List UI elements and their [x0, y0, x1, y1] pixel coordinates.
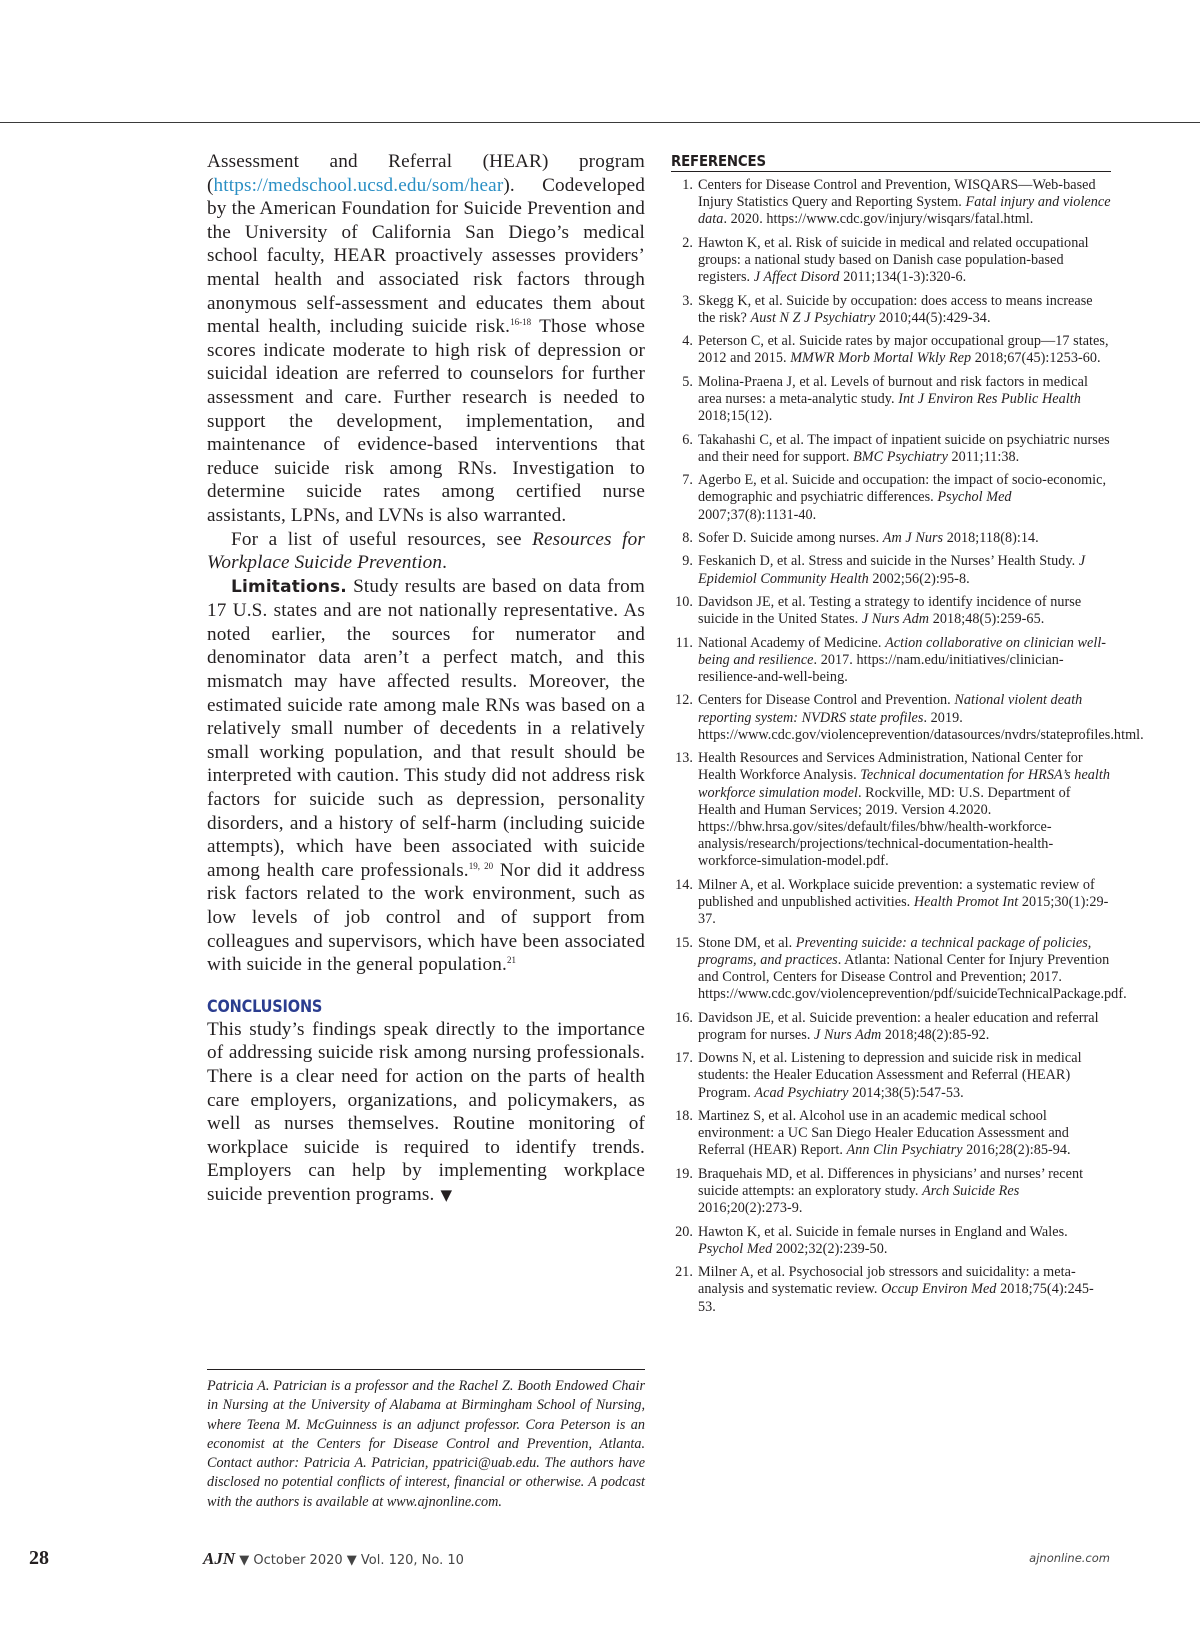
reference-source: MMWR Morb Mortal Wkly Rep	[790, 350, 972, 367]
reference-number: 2.	[682, 234, 693, 251]
reference-source: J Epidemiol Community Health	[698, 553, 1086, 587]
reference-number: 10.	[675, 593, 693, 610]
reference-item	[671, 1264, 1111, 1316]
paragraph-text: ). Codeveloped by the American Foundation for Suicide Prevention and the University of California San Diego’s medical school faculty, HEAR proactively assesses providers’ mental health and associated risk factors through anonymous self-assessment and educates them about mental health, including suicide risk.	[207, 174, 645, 338]
reference-details: . 2020. https://www.cdc.gov/injury/wisqars/fatal.html.	[723, 211, 1034, 228]
body-column	[207, 150, 645, 1208]
reference-source: Int J Environ Res Public Health	[898, 390, 1081, 407]
reference-text: Takahashi C, et al. The impact of inpatient suicide on psychiatric nurses and their need for support.	[698, 431, 1110, 465]
reference-text: National Academy of Medicine.	[698, 634, 886, 651]
reference-item	[671, 374, 1111, 426]
references-column	[671, 152, 1144, 1322]
reference-text: Centers for Disease Control and Prevention.	[698, 692, 955, 709]
reference-item	[671, 594, 1111, 628]
reference-source: Action collaborative on clinician well-being and resilience	[698, 634, 1107, 668]
reference-source: Preventing suicide: a technical package of policies, programs, and practices	[698, 934, 1092, 968]
reference-text: Hawton K, et al. Suicide in female nurses in England and Wales.	[698, 1223, 1068, 1240]
journal-info	[203, 1549, 464, 1569]
reference-details: . 2019. https://www.cdc.gov/violenceprevention/datasources/nvdrs/stateprofiles.html.	[698, 709, 1144, 743]
citation-superscript: 21	[507, 955, 516, 966]
reference-details: 2014;38(5):547-53.	[848, 1084, 964, 1101]
reference-text: Molina-Praena J, et al. Levels of burnout and risk factors in medical area nurses: a meta-analytic study.	[698, 373, 1088, 407]
reference-item	[671, 333, 1111, 367]
reference-details: . Atlanta: National Center for Injury Prevention and Control, Centers for Disease Control and Prevention; 2017. https://www.cdc.gov/violenceprevention/pdf/suicideTechnicalPackage.pdf.	[698, 951, 1127, 1003]
page-footer	[0, 1547, 1200, 1571]
reference-number: 20.	[675, 1223, 693, 1240]
reference-item	[671, 235, 1111, 287]
reference-source: Occup Environ Med	[881, 1281, 997, 1298]
reference-number: 3.	[682, 292, 693, 309]
references-heading	[671, 152, 1111, 172]
reference-details: 2018;48(5):259-65.	[929, 611, 1045, 628]
reference-text: Health Resources and Services Administration, National Center for Health Workforce Analysis.	[698, 750, 1083, 784]
limitations-heading: Limitations.	[231, 576, 347, 597]
reference-number: 7.	[682, 472, 693, 489]
reference-number: 6.	[682, 431, 693, 448]
reference-number: 8.	[682, 529, 693, 546]
reference-source: J Nurs Adm	[861, 611, 930, 628]
reference-source: Arch Suicide Res	[922, 1182, 1020, 1199]
reference-details: 2007;37(8):1131-40.	[698, 506, 817, 523]
reference-item	[671, 877, 1111, 929]
references-list	[671, 177, 1144, 1316]
reference-source: Acad Psychiatry	[754, 1084, 849, 1101]
reference-number: 5.	[682, 373, 693, 390]
reference-details: 2018;15(12).	[698, 408, 773, 425]
reference-source: Fatal injury and violence data	[698, 194, 1111, 228]
reference-number: 4.	[682, 333, 693, 350]
reference-source: Am J Nurs	[882, 529, 944, 546]
reference-source: Technical documentation for HRSA’s health workforce simulation model	[698, 767, 1111, 801]
reference-text: Braquehais MD, et al. Differences in physicians’ and nurses’ recent suicide attempts: an exploratory study.	[698, 1165, 1084, 1199]
paragraph-text: Those whose scores indicate moderate to high risk of depression or suicidal ideation are referred to counselors for further assessment and care. Further research is needed to support the development, implementation, and maintenance of evidence-based interventions that reduce suicide risk among RNs. Investigation to determine suicide rates among certified nurse assistants, LPNs, and LVNs is also warranted.	[207, 316, 646, 526]
reference-details: 2011;11:38.	[947, 448, 1020, 465]
reference-number: 14.	[675, 876, 693, 893]
reference-item	[671, 1010, 1111, 1044]
reference-number: 21.	[675, 1264, 693, 1281]
reference-source: National violent death reporting system: NVDRS state profiles	[698, 692, 1083, 726]
issue-info: ▼ October 2020 ▼ Vol. 120, No. 10	[235, 1553, 464, 1568]
reference-number: 15.	[675, 934, 693, 951]
reference-number: 17.	[675, 1050, 693, 1067]
reference-item	[671, 472, 1111, 524]
reference-item	[671, 1224, 1111, 1258]
resources-title: Resources for Workplace Suicide Prevention	[207, 528, 645, 574]
reference-text: Feskanich D, et al. Stress and suicide in the Nurses’ Health Study.	[698, 553, 1079, 570]
paragraph-text: For a list of useful resources, see	[231, 528, 533, 550]
reference-details: 2010;44(5):429-34.	[875, 309, 991, 326]
journal-name: AJN	[203, 1549, 236, 1568]
reference-source: Health Promot Int	[913, 893, 1019, 910]
reference-item	[671, 1050, 1111, 1102]
reference-text: Martinez S, et al. Alcohol use in an academic medical school environment: a UC San Diego Healer Education Assessment and Referral (HEAR) Report.	[698, 1107, 1069, 1159]
reference-text: Agerbo E, et al. Suicide and occupation: the impact of socio-economic, demographic and psychiatric differences.	[698, 472, 1107, 506]
paragraph-hear	[207, 150, 645, 528]
reference-details: 2011;134(1-3):320-6.	[839, 269, 967, 286]
reference-number: 16.	[675, 1009, 693, 1026]
reference-details: 2002;32(2):239-50.	[772, 1240, 888, 1257]
page-number: 28	[29, 1547, 49, 1569]
reference-number: 13.	[675, 750, 693, 767]
reference-text: Centers for Disease Control and Prevention, WISQARS—Web-based Injury Statistics Query and Reporting System.	[698, 177, 1096, 211]
reference-details: 2018;48(2):85-92.	[881, 1026, 990, 1043]
reference-number: 11.	[675, 634, 693, 651]
paragraph-text: This study’s findings speak directly to the importance of addressing suicide risk among nursing professionals. There is a clear need for action on the parts of health care employers, organizations, and policymakers, as well as nurses themselves. Routine monitoring of workplace suicide is required to identify trends. Employers can help by implementing workplace suicide prevention programs.	[207, 1018, 645, 1205]
reference-source: Ann Clin Psychiatry	[846, 1142, 963, 1159]
reference-details: 2016;28(2):85-94.	[962, 1142, 1071, 1159]
reference-source: Aust N Z J Psychiatry	[750, 309, 876, 326]
reference-text: Davidson JE, et al. Testing a strategy to identify incidence of nurse suicide in the United States.	[698, 593, 1082, 628]
reference-item	[671, 293, 1111, 327]
reference-item	[671, 553, 1111, 587]
reference-item	[671, 635, 1111, 687]
reference-item	[671, 1166, 1111, 1218]
reference-details: 2002;56(2):95-8.	[868, 570, 970, 587]
end-of-article-icon: ▼	[440, 1185, 453, 1204]
reference-text: Skegg K, et al. Suicide by occupation: does access to means increase the risk?	[698, 292, 1093, 326]
reference-source: J Affect Disord	[753, 269, 840, 286]
reference-source: Psychol Med	[698, 1240, 773, 1257]
reference-number: 9.	[682, 553, 693, 570]
paragraph-text: Nor did it address risk factors related to the work environment, such as low levels of job control and of support from colleagues and supervisors, which have been associated with suicide in the general population.	[207, 859, 645, 976]
author-bio: Patricia A. Patrician is a professor and the Rachel Z. Booth Endowed Chair in Nursing at the University of Alabama at Birmingham School of Nursing, where Teena M. McGuinness is an adjunct professor. Cora Peterson is an economist at the Centers for Disease Control and Prevention, Atlanta. Contact author: Patricia A. Patrician, ppatrici@uab.edu. The authors have disclosed no potential conflicts of interest, financial or otherwise. A podcast with the authors is available at www.ajnonline.com.	[207, 1378, 645, 1510]
paragraph-text: .	[442, 552, 448, 574]
reference-number: 19.	[675, 1165, 693, 1182]
reference-item	[671, 1108, 1111, 1160]
reference-text: Downs N, et al. Listening to depression and suicide risk in medical students: the Healer Education Assessment and Referral (HEAR) Program.	[698, 1050, 1082, 1101]
references-heading-text: REFERENCES	[671, 152, 766, 170]
reference-text: Davidson JE, et al. Suicide prevention: a healer education and referral program for nurses.	[698, 1009, 1099, 1043]
reference-source: Psychol Med	[937, 489, 1012, 506]
reference-source: J Nurs Adm	[814, 1026, 882, 1043]
paragraph-resources	[207, 528, 645, 575]
paragraph-conclusions	[207, 1018, 645, 1208]
reference-details: 2018;75(4):245-53.	[698, 1281, 1094, 1315]
citation-superscript: 19, 20	[468, 860, 494, 871]
paragraph-limitations	[207, 575, 645, 977]
citation-superscript: 16-18	[510, 317, 532, 328]
reference-text: Milner A, et al. Psychosocial job stressors and suicidality: a meta-analysis and systematic review.	[698, 1264, 1076, 1298]
reference-item	[671, 934, 1127, 1004]
conclusions-heading: CONCLUSIONS	[207, 996, 323, 1016]
paragraph-text: Assessment and Referral (HEAR) program (	[207, 151, 645, 196]
reference-source: BMC Psychiatry	[853, 448, 948, 465]
reference-details: . 2017. https://nam.edu/initiatives/clinician-resilience-and-well-being.	[698, 651, 1064, 685]
reference-item	[671, 750, 1111, 870]
reference-text: Milner A, et al. Workplace suicide prevention: a systematic review of published and unpublished activities.	[698, 876, 1095, 910]
reference-details: 2018;67(45):1253-60.	[971, 350, 1101, 367]
reference-item	[671, 432, 1111, 466]
reference-details: 2016;20(2):273-9.	[698, 1200, 803, 1217]
reference-details: 2015;30(1):29-37.	[698, 893, 1109, 928]
reference-number: 18.	[675, 1107, 693, 1124]
reference-text: Stone DM, et al.	[698, 934, 796, 951]
journal-website: ajnonline.com	[1029, 1551, 1110, 1565]
paragraph-text: Study results are based on data from 17 U.S. states and are not nationally representative. As noted earlier, the sources for numerator and denominator data aren’t a perfect match, and this mismatch may have affected results. Moreover, the estimated suicide rate among male RNs was based on a relatively small number of decedents in a relatively small working population, and that result should be interpreted with caution. This study did not address risk factors for suicide such as depression, personality disorders, and a history of self-harm (including suicide attempts), which have been associated with suicide among health care professionals.	[207, 575, 645, 881]
reference-number: 12.	[675, 692, 693, 709]
reference-number: 1.	[682, 177, 693, 193]
reference-details: . Rockville, MD: U.S. Department of Health and Human Services; 2019. Version 4.2020. https://bhw.hrsa.gov/sites/default/files/bhw/health-workforce-analysis/research/projections/technical-documentation-health-workforce-simulation-model.pdf.	[698, 784, 1071, 870]
header-rule	[0, 122, 1200, 123]
reference-text: Hawton K, et al. Risk of suicide in medical and related occupational groups: a national study based on Danish case population-based registers.	[698, 234, 1089, 286]
reference-text: Sofer D. Suicide among nurses.	[698, 529, 883, 546]
reference-item	[671, 692, 1144, 744]
reference-item	[671, 530, 1111, 547]
reference-details: 2018;118(8):14.	[943, 529, 1039, 546]
reference-item	[671, 177, 1111, 229]
bio-divider	[207, 1369, 645, 1370]
reference-text: Peterson C, et al. Suicide rates by major occupational group—17 states, 2012 and 2015.	[698, 333, 1109, 367]
hear-link[interactable]: https://medschool.ucsd.edu/som/hear	[213, 174, 504, 196]
